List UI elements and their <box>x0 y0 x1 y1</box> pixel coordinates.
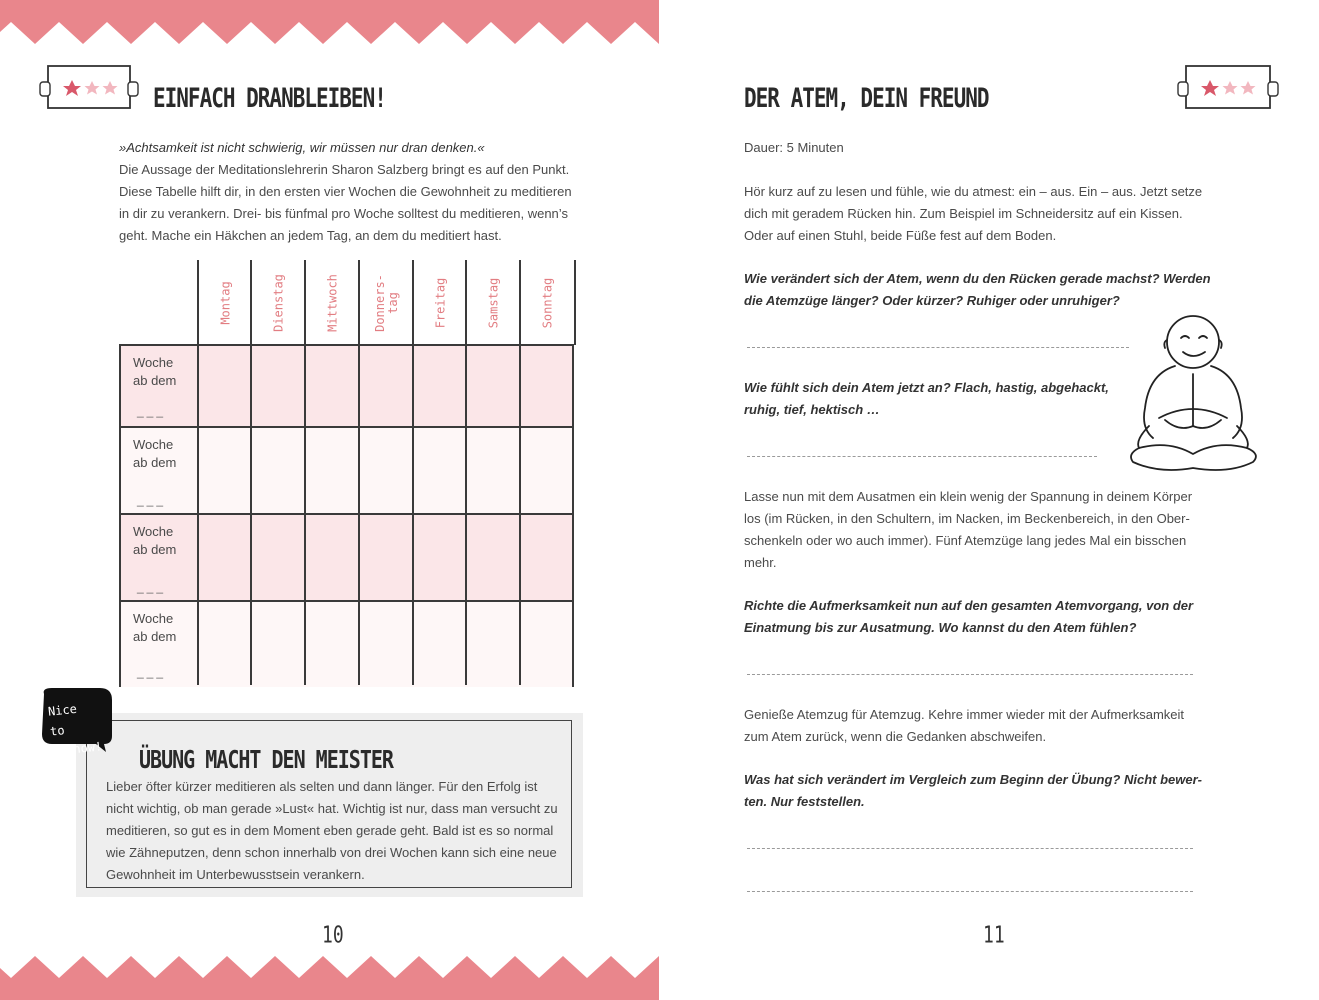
week-label: Woche <box>133 611 174 626</box>
bubble-text: know! <box>65 739 103 758</box>
right-page <box>659 0 1319 1000</box>
week-date-blank[interactable]: ___ <box>137 665 167 679</box>
week-row <box>121 513 572 602</box>
week-date-blank[interactable]: ___ <box>137 404 167 418</box>
duration-text: Dauer: 5 Minuten <box>744 140 844 155</box>
star-sign-icon <box>1176 62 1280 112</box>
relax-paragraph: Lasse nun mit dem Ausatmen ein klein wenig der Spannung in deinem Körper los (im Rücken, in den Schultern, im Nacken, im Beckenbereich, in den Ober- schenkeln oder wo auch immer). Fünf Atemzüge lang jedes Mal ein bisschen mehr. <box>744 489 1193 570</box>
tracker-grid <box>119 344 574 687</box>
enjoy-paragraph: Genieße Atemzug für Atemzug. Kehre immer wieder mit der Aufmerksamkeit zum Atem zurück, wenn die Gedanken abschweifen. <box>744 707 1185 744</box>
meditating-buddha-icon <box>1119 308 1265 478</box>
day-header-thursday: Donners- tag <box>358 260 413 345</box>
day-header-sunday: Sonntag <box>519 260 576 345</box>
page-title-right: DER ATEM, DEIN FREUND <box>744 83 989 113</box>
day-header-friday: Freitag <box>412 260 467 345</box>
instruction-paragraph: Hör kurz auf zu lesen und fühle, wie du atmest: ein – aus. Ein – aus. Jetzt setze dich mit geradem Rücken hin. Zum Beispiel im Schneidersitz auf ein Kissen. Oder auf einen Stuhl, beide Füße fest auf dem Boden. <box>744 184 1203 243</box>
answer-line-4[interactable] <box>747 848 1193 849</box>
intro-line: Diese Tabelle hilft dir, in den ersten vier Wochen die Gewohnheit zu meditieren <box>119 184 572 199</box>
week-label-sub: ab dem <box>133 455 177 470</box>
week-label-sub: ab dem <box>133 373 177 388</box>
week-label: Woche <box>133 437 174 452</box>
week-label-sub: ab dem <box>133 629 177 644</box>
week-row <box>121 346 572 426</box>
question-4: Was hat sich verändert im Vergleich zum Beginn der Übung? Nicht bewer- ten. Nur feststellen. <box>744 772 1202 809</box>
star-sign-icon <box>38 62 140 112</box>
intro-line: geht. Mache ein Häkchen an jedem Tag, an dem du meditiert hast. <box>119 228 502 243</box>
intro-line: in dir zu verankern. Drei- bis fünfmal pro Woche solltest du meditieren, wenn’s <box>119 206 568 221</box>
page-title-left: EINFACH DRANBLEIBEN! <box>153 83 386 113</box>
answer-line-3[interactable] <box>747 674 1193 675</box>
zigzag-bottom-border <box>0 952 659 1000</box>
answer-line-5[interactable] <box>747 891 1193 892</box>
zigzag-top-border <box>0 0 659 48</box>
week-label: Woche <box>133 524 174 539</box>
intro-paragraph <box>119 159 589 247</box>
intro-line: Die Aussage der Meditationslehrerin Sharon Salzberg bringt es auf den Punkt. <box>119 162 570 177</box>
day-header-wednesday: Mittwoch <box>304 260 359 345</box>
day-header-monday: Montag <box>197 260 252 345</box>
question-1: Wie verändert sich der Atem, wenn du den Rücken gerade machst? Werden die Atemzüge länger? Oder kürzer? Ruhiger oder unruhiger? <box>744 271 1211 308</box>
question-2: Wie fühlt sich dein Atem jetzt an? Flach, hastig, abgehackt, ruhig, tief, hektisch … <box>744 380 1109 417</box>
day-header-tuesday: Dienstag <box>250 260 305 345</box>
day-header-saturday: Samstag <box>465 260 520 345</box>
question-3: Richte die Aufmerksamkeit nun auf den gesamten Atemvorgang, von der Einatmung bis zur Ausatmung. Wo kannst du den Atem fühlen? <box>744 598 1194 635</box>
tip-box <box>76 713 583 897</box>
page-number-right: 11 <box>983 921 1005 950</box>
week-label: Woche <box>133 355 174 370</box>
answer-line-2[interactable] <box>747 456 1097 457</box>
page-number-left: 10 <box>322 921 344 950</box>
bubble-text: Nice to <box>47 701 78 739</box>
quote: »Achtsamkeit ist nicht schwierig, wir müssen nur dran denken.« <box>119 140 485 155</box>
week-row <box>121 600 572 687</box>
left-page <box>0 0 659 1000</box>
week-date-blank[interactable]: ___ <box>137 580 167 594</box>
tip-text: Lieber öfter kürzer meditieren als selten und dann länger. Für den Erfolg ist nicht wichtig, ob man gerade »Lust« hat. Wichtig ist nur, dass man versucht zu meditieren, so gut es in dem Moment eben gerade geht. Bald ist es so normal wie Zähneputzen, denn schon innerhalb von drei Wochen kann sich eine neue Gewohnheit im Unterbewusstsein verankern. <box>106 779 558 882</box>
answer-line-1[interactable] <box>747 347 1129 348</box>
tip-title: ÜBUNG MACHT DEN MEISTER <box>139 744 393 774</box>
week-label-sub: ab dem <box>133 542 177 557</box>
week-row <box>121 426 572 515</box>
week-date-blank[interactable]: ___ <box>137 493 167 507</box>
